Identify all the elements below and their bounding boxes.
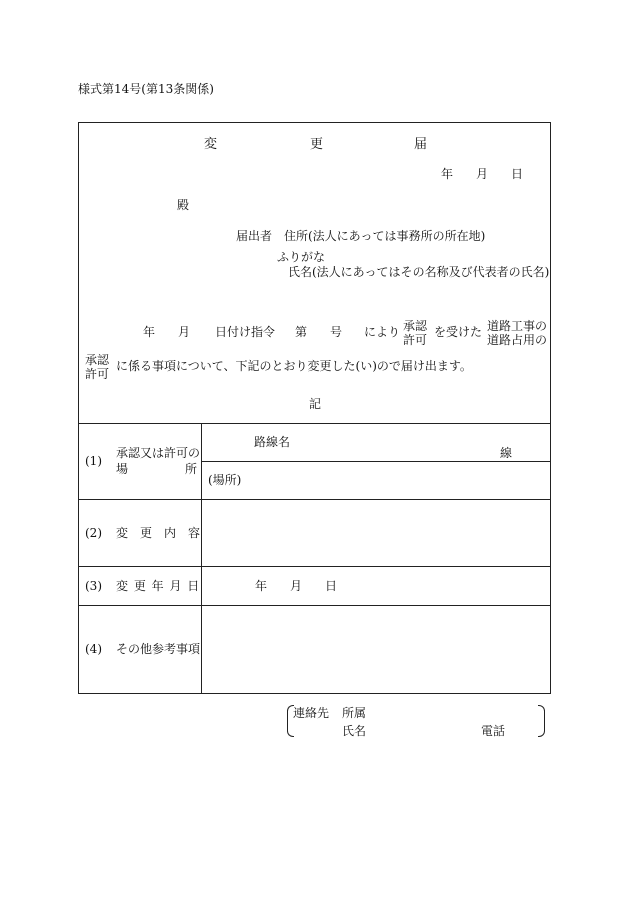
row-1-label-line2-b: 所 — [185, 462, 198, 476]
applicant-address: 住所(法人にあっては事務所の所在地) — [284, 229, 486, 243]
body-month: 月 — [178, 325, 191, 339]
row-2-number: (2) — [85, 526, 102, 540]
body-approval2-stack — [85, 353, 109, 381]
divider-row-1-2 — [78, 499, 551, 500]
divider-route-place — [201, 461, 551, 462]
row-4-number: (4) — [85, 642, 102, 656]
date-year: 年 — [441, 167, 454, 181]
body-approval-stack — [403, 319, 427, 347]
divider-body-table — [78, 423, 551, 424]
body-approval2-top: 承認 — [85, 353, 110, 367]
body-purpose-top: 道路工事の — [487, 319, 548, 333]
row-1-label-line1: 承認又は許可の — [116, 446, 201, 460]
row-1-route-label: 路線名 — [254, 435, 291, 449]
divider-column — [201, 423, 202, 694]
body-dai: 第 — [295, 325, 308, 339]
addressee-suffix: 殿 — [177, 198, 190, 212]
body-purpose-bottom: 道路占用の — [487, 333, 548, 347]
row-3-label: 変 更 年 月 日 — [116, 579, 201, 593]
applicant-name: 氏名(法人にあってはその名称及び代表者の氏名) — [288, 265, 550, 279]
row-4-label: その他参考事項 — [116, 642, 201, 656]
applicant-label: 届出者 — [236, 229, 273, 243]
title-char-2: 更 — [310, 137, 324, 152]
row-3-year: 年 — [255, 579, 268, 593]
contact-phone: 電話 — [481, 724, 506, 738]
row-1-number: (1) — [85, 454, 102, 468]
body-approval2-bottom: 許可 — [85, 367, 110, 381]
body-year: 年 — [143, 325, 156, 339]
date-month: 月 — [476, 167, 489, 181]
title-char-1: 変 — [204, 137, 218, 152]
body-approval-top: 承認 — [403, 319, 428, 333]
divider-row-2-3 — [78, 566, 551, 567]
body-statement: に係る事項について、下記のとおり変更した(い)ので届け出ます。 — [116, 359, 472, 373]
divider-row-3-4 — [78, 605, 551, 606]
contact-bracket-right — [538, 705, 545, 737]
date-day: 日 — [511, 167, 524, 181]
row-1-label-line2-a: 場 — [116, 462, 129, 476]
contact-name: 氏名 — [342, 724, 367, 738]
row-1-place-label: (場所) — [208, 473, 242, 487]
body-purpose-stack — [487, 319, 547, 347]
form-number: 様式第14号(第13条関係) — [78, 82, 214, 96]
body-date-directive: 日付け指令 — [215, 325, 276, 339]
contact-affiliation: 所属 — [342, 706, 367, 720]
body-niyori: により — [364, 325, 401, 339]
contact-label: 連絡先 — [293, 706, 330, 720]
row-2-label: 変 更 内 容 — [116, 526, 201, 540]
row-3-number: (3) — [85, 579, 102, 593]
applicant-furigana: ふりがな — [277, 250, 326, 264]
body-go: 号 — [330, 325, 343, 339]
row-3-month: 月 — [290, 579, 303, 593]
row-1-route-suffix: 線 — [500, 446, 513, 460]
title-char-3: 届 — [414, 137, 428, 152]
ki-heading: 記 — [309, 397, 322, 411]
row-3-day: 日 — [325, 579, 338, 593]
body-approval-bottom: 許可 — [403, 333, 428, 347]
body-wo-uketa: を受けた — [434, 325, 483, 339]
